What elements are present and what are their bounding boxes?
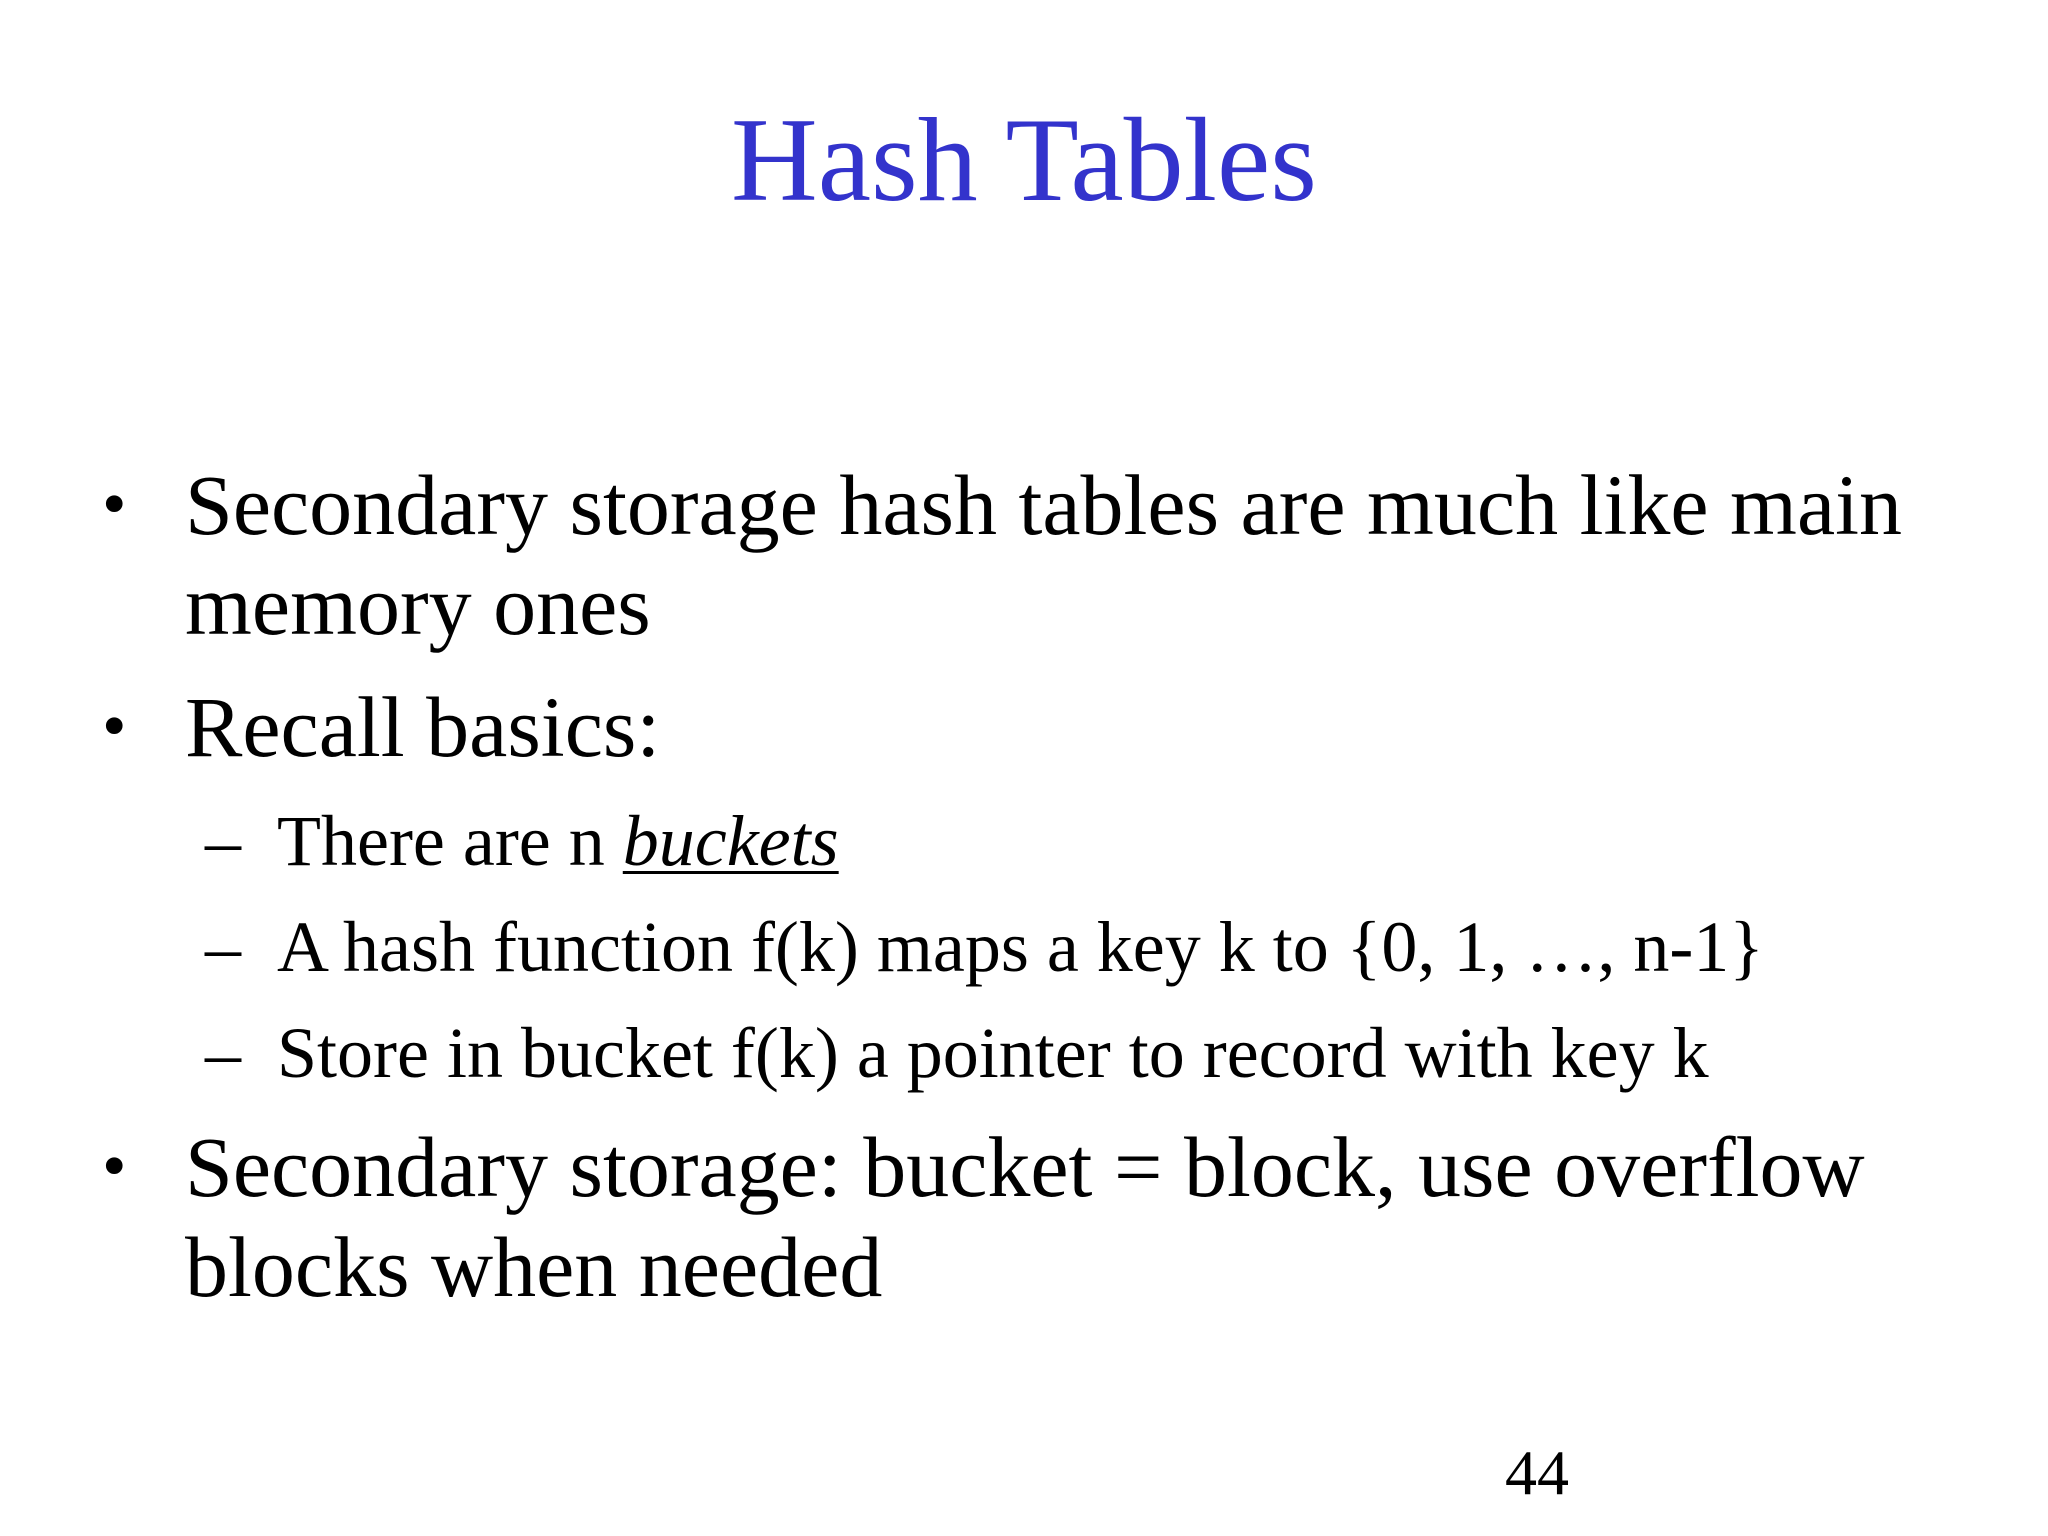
bullet-dot-icon: • xyxy=(102,1128,127,1205)
bullet-text: Secondary storage: bucket = block, use overflow blocks when needed xyxy=(185,1119,1865,1315)
subbullet-item xyxy=(0,1011,1977,1095)
bullet-item xyxy=(0,1117,1945,1317)
subbullet-text: A hash function f(k) maps a key k to {0, 1, …, n-1} xyxy=(277,907,1764,987)
page-number: 44 xyxy=(1505,1437,1569,1508)
subbullet-text: Store in bucket f(k) a pointer to record with key k xyxy=(277,1013,1709,1093)
slide-title: Hash Tables xyxy=(731,93,1317,226)
bullet-text: Recall basics: xyxy=(185,679,661,775)
slide-body xyxy=(0,455,2048,1339)
subbullet-item xyxy=(0,799,1977,883)
subbullet-item xyxy=(0,905,1977,989)
subbullet-text: There are n xyxy=(277,801,623,881)
emphasized-term: buckets xyxy=(622,801,839,881)
bullet-dot-icon: • xyxy=(102,688,127,765)
dash-icon: – xyxy=(205,907,241,987)
dash-icon: – xyxy=(205,801,241,881)
bullet-dot-icon: • xyxy=(102,466,127,543)
bullet-text: Secondary storage hash tables are much like main memory ones xyxy=(185,457,1903,653)
subbullet-list xyxy=(0,799,2048,1095)
bullet-item xyxy=(0,677,1945,777)
bullet-item xyxy=(0,455,1945,655)
dash-icon: – xyxy=(205,1013,241,1093)
